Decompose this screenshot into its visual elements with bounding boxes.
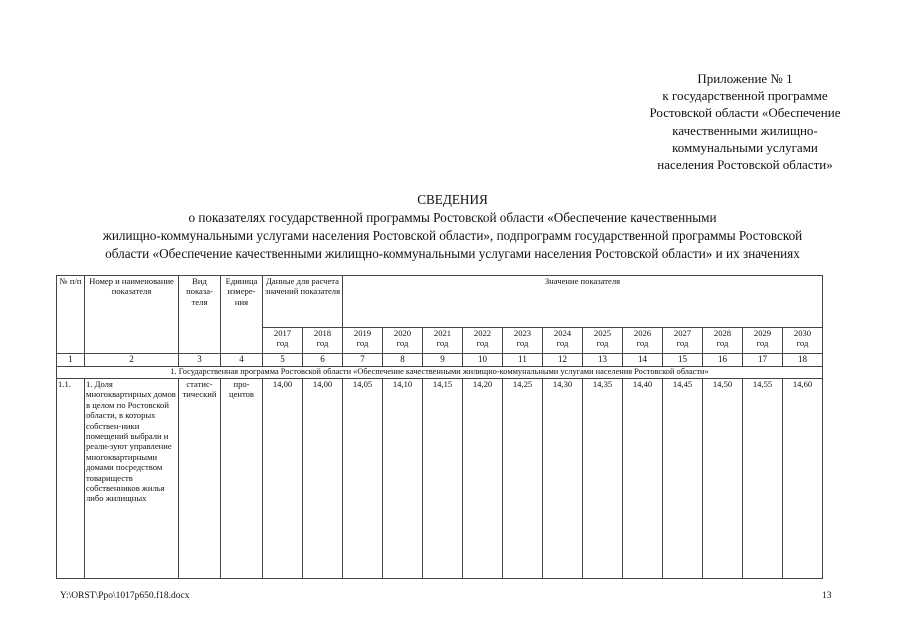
section-title: 1. Государственная программа Ростовской области «Обеспечение качественными жилищно-коммунальными услугами населения Ростовской области» — [57, 367, 823, 379]
column-number: 8 — [383, 354, 423, 367]
value-cell: 14,60 — [783, 379, 823, 579]
header-unit: Единица измере-ния — [221, 276, 263, 354]
value-cell: 14,20 — [463, 379, 503, 579]
value-cell: 14,05 — [343, 379, 383, 579]
column-number: 1 — [57, 354, 85, 367]
column-number: 3 — [179, 354, 221, 367]
heading-line: о показателях государственной программы Ростовской области «Обеспечение качественными — [188, 210, 717, 225]
year-cell: 2027 год — [663, 328, 703, 354]
column-number: 6 — [303, 354, 343, 367]
header-calc: Данные для расчета значений показателя — [263, 276, 343, 328]
column-number: 4 — [221, 354, 263, 367]
year-cell: 2022 год — [463, 328, 503, 354]
indicators-table — [56, 275, 823, 579]
year-cell: 2017 год — [263, 328, 303, 354]
year-cell: 2024 год — [543, 328, 583, 354]
year-cell: 2020 год — [383, 328, 423, 354]
year-cell: 2018 год — [303, 328, 343, 354]
header-name: Номер и наименование показателя — [85, 276, 179, 354]
column-number: 12 — [543, 354, 583, 367]
year-cell: 2023 год — [503, 328, 543, 354]
appendix-line: Приложение № 1 — [697, 71, 793, 86]
year-cell: 2030 год — [783, 328, 823, 354]
appendix-line: к государственной программе — [662, 88, 828, 104]
value-cell: 14,55 — [743, 379, 783, 579]
column-number: 13 — [583, 354, 623, 367]
value-cell: 14,15 — [423, 379, 463, 579]
year-cell: 2028 год — [703, 328, 743, 354]
column-number: 2 — [85, 354, 179, 367]
value-cell: 14,00 — [263, 379, 303, 579]
column-number: 16 — [703, 354, 743, 367]
column-number: 5 — [263, 354, 303, 367]
row-num: 1.1. — [57, 379, 85, 579]
heading-line: жилищно-коммунальными услугами населения Ростовской области», подпрограмм государственной программы Ростовской — [102, 228, 803, 243]
row-type: статис-тический — [179, 379, 221, 579]
column-number: 7 — [343, 354, 383, 367]
value-cell: 14,35 — [583, 379, 623, 579]
appendix-line: коммунальными услугами — [672, 139, 818, 155]
heading-title: СВЕДЕНИЯ — [417, 192, 488, 207]
column-number: 11 — [503, 354, 543, 367]
heading-line: области «Обеспечение качественными жилищно-коммунальными услугами населения Ростовской области» и их значениях — [105, 246, 800, 261]
row-name: 1. Доля многоквартирных домов в целом по Ростовской области, в которых собствен-ники помещений выбрали и реали-зуют управление многоквартирными домами посредством товариществ собственников жилья либо жилищных — [85, 379, 179, 579]
column-number: 14 — [623, 354, 663, 367]
column-number: 15 — [663, 354, 703, 367]
year-cell: 2029 год — [743, 328, 783, 354]
column-number: 18 — [783, 354, 823, 367]
header-values: Значение показателя — [343, 276, 823, 328]
page-number: 13 — [822, 591, 832, 601]
value-cell: 14,30 — [543, 379, 583, 579]
year-cell: 2019 год — [343, 328, 383, 354]
value-cell: 14,50 — [703, 379, 743, 579]
header-type: Вид показа-теля — [179, 276, 221, 354]
appendix-block — [600, 70, 890, 173]
appendix-line: населения Ростовской области» — [657, 157, 833, 173]
value-cell: 14,25 — [503, 379, 543, 579]
value-cell: 14,00 — [303, 379, 343, 579]
appendix-line: качественными жилищно- — [672, 122, 818, 138]
year-cell: 2021 год — [423, 328, 463, 354]
year-cell: 2025 год — [583, 328, 623, 354]
header-num: № п/п — [57, 276, 85, 354]
row-unit: про-центов — [221, 379, 263, 579]
value-cell: 14,45 — [663, 379, 703, 579]
column-number: 17 — [743, 354, 783, 367]
column-number: 10 — [463, 354, 503, 367]
value-cell: 14,10 — [383, 379, 423, 579]
footer-file-path: Y:\ORST\Ppo\1017p650.f18.docx — [60, 591, 190, 601]
value-cell: 14,40 — [623, 379, 663, 579]
year-cell: 2026 год — [623, 328, 663, 354]
column-number: 9 — [423, 354, 463, 367]
appendix-line: Ростовской области «Обеспечение — [649, 105, 841, 121]
